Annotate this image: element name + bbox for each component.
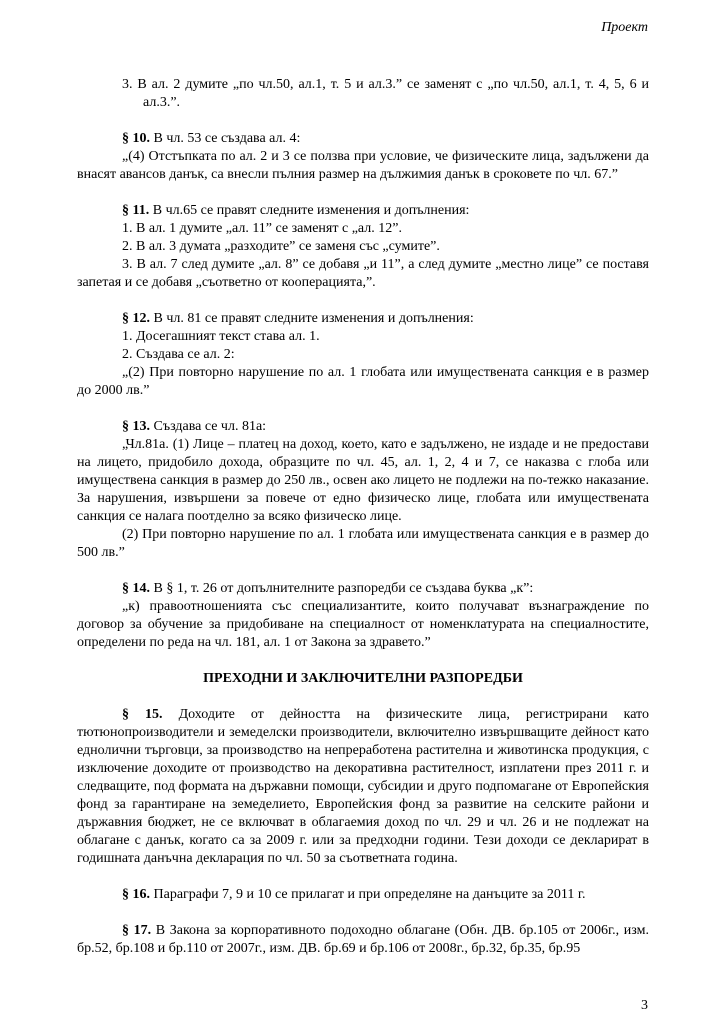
page-number: 3 — [641, 998, 648, 1013]
paragraph-12-heading — [77, 310, 649, 328]
draft-label: Проект — [601, 20, 648, 35]
paragraph-11-text: В чл.65 се правят следните изменения и допълнения: — [149, 203, 470, 218]
paragraph-10-number: § 10. — [122, 131, 150, 146]
paragraph-15 — [77, 706, 649, 868]
paragraph-12-body: „(2) При повторно нарушение по ал. 1 глобата или имуществената санкция е в размер до 2000 лв.” — [77, 365, 649, 398]
paragraph-16 — [77, 886, 649, 904]
paragraph-13-text: Създава се чл. 81а: — [150, 419, 267, 434]
document-body — [77, 76, 649, 958]
paragraph-10-text: В чл. 53 се създава ал. 4: — [150, 131, 301, 146]
paragraph-11-item-3: 3. В ал. 7 след думите „ал. 8” се добавя „и 11”, а след думите „местно лице” се поставя запетая и се добавя „съответно от кооперацията,”. — [77, 257, 649, 290]
paragraph-12-number: § 12. — [122, 311, 150, 326]
paragraph-14-heading — [77, 580, 649, 598]
paragraph-17-number: § 17. — [122, 923, 152, 938]
section-title: ПРЕХОДНИ И ЗАКЛЮЧИТЕЛНИ РАЗПОРЕДБИ — [203, 671, 523, 686]
paragraph-14-body: „к) правоотношенията със специализантите, които получават възнаграждение по договор за обучение за придобиване на специалност от номенклатурата на специалностите, определени по реда на чл. 181, ал. 1 от Закона за здравето.” — [77, 599, 649, 650]
paragraph-15-text: Доходите от дейността на физическите лица, регистрирани като тютюнопроизводители и земеделски производители, включително извършващите дейност като еднолични търговци, за производство на непреработена растителна и животинска продукция, с изключение доходите от производство на декоративна растителност, изплатени през 2011 г. и следващите, под формата на държавни помощи, субсидии и друго подпомагане от Европейския фонд за гарантиране на земеделието, Европейския фонд за развитие на селските райони и държавния бюджет, не се включват в облагаемия доход по чл. 29 и чл. 26 и не подлежат на облагане с данък, когато са за 2009 г. или за предходни години. Тези доходи се декларират в годишната данъчна декларация по чл. 50 за съответната година. — [77, 707, 649, 866]
paragraph-17 — [77, 922, 649, 958]
paragraph-10-body: „(4) Отстъпката по ал. 2 и 3 се ползва при условие, че физическите лица, задължени да внасят авансов данък, са внесли пълния размер на дължимия данък в сроковете по чл. 67.” — [77, 149, 649, 182]
paragraph-13-number: § 13. — [122, 419, 150, 434]
paragraph-13-body-2: (2) При повторно нарушение по ал. 1 глобата или имуществената санкция е в размер до 500 лв.” — [77, 527, 649, 560]
paragraph-12-item-2: 2. Създава се ал. 2: — [122, 347, 235, 362]
paragraph-13-body-1: „Чл.81а. (1) Лице – платец на доход, което, като е задължено, не издаде и не предостави на лицето, придобило дохода, образците по чл. 45, ал. 1, 2, 4 и 7, се наказва с глоба или имуществена санкция в размер до 250 лв., освен ако лицето не подлежи на по-тежко наказание. За нарушения, извършени за повече от едно физическо лице, глобата или имуществената санкция се налага поотделно за всяко физическо лице. — [77, 437, 649, 524]
paragraph-13-heading — [77, 418, 649, 436]
item-3: 3. В ал. 2 думите „по чл.50, ал.1, т. 5 и ал.3.” се заменят с „по чл.50, ал.1, т. 4, 5, 6 и ал.3.”. — [122, 77, 649, 110]
paragraph-15-number: § 15. — [122, 707, 163, 722]
paragraph-11-number: § 11. — [122, 203, 150, 218]
paragraph-14-number: § 14. — [122, 581, 150, 596]
paragraph-10-heading — [77, 130, 649, 148]
paragraph-12-text: В чл. 81 се правят следните изменения и допълнения: — [150, 311, 474, 326]
paragraph-12-item-1: 1. Досегашният текст става ал. 1. — [122, 329, 320, 344]
paragraph-11-heading — [77, 202, 649, 220]
paragraph-16-number: § 16. — [122, 887, 150, 902]
paragraph-17-text: В Закона за корпоративното подоходно облагане (Обн. ДВ. бр.105 от 2006г., изм. бр.52, бр.108 и бр.110 от 2007г., изм. ДВ. бр.69 и бр.106 от 2008г., бр.32, бр.35, бр.95 — [77, 923, 649, 956]
paragraph-11-item-1: 1. В ал. 1 думите „ал. 11” се заменят с „ал. 12”. — [122, 221, 402, 236]
paragraph-16-text: Параграфи 7, 9 и 10 се прилагат и при определяне на данъците за 2011 г. — [150, 887, 586, 902]
paragraph-11-item-2: 2. В ал. 3 думата „разходите” се заменя със „сумите”. — [122, 239, 440, 254]
paragraph-14-text: В § 1, т. 26 от допълнителните разпоредби се създава буква „к”: — [150, 581, 534, 596]
